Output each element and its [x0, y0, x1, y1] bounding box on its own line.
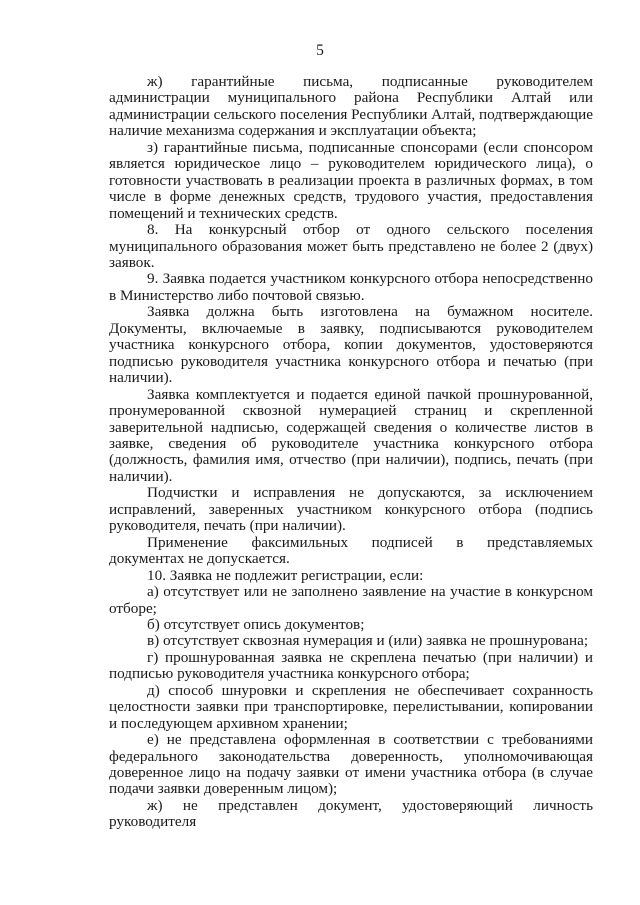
- paragraph-10-not-registered: 10. Заявка не подлежит регистрации, если:: [147, 566, 424, 584]
- list-item-b: б) отсутствует опись документов;: [147, 615, 365, 633]
- paragraph-9-submission: 9. Заявка подается участником конкурсного отбора непосредственно в Министерство либо почтовой связью.: [109, 270, 593, 304]
- paragraph-corrections: Подчистки и исправления не допускаются, за исключением исправлений, заверенных участником конкурсного отбора (подпись руководителя, печать (при наличии).: [109, 484, 593, 535]
- paragraph-zh-guarantee-admin: ж) гарантийные письма, подписанные руководителем администрации муниципального района Республики Алтай или администрации сельского поселения Республики Алтай, подтверждающие наличие механизма содержания и эксплуатации объекта;: [109, 73, 593, 140]
- list-item-g: г) прошнурованная заявка не скреплена печатью (при наличии) и подписью руководителя участника конкурсного отбора;: [109, 648, 593, 683]
- page-number: 5: [316, 42, 324, 59]
- paragraph-8-application-limit: 8. На конкурсный отбор от одного сельского поселения муниципального образования может быть представлено не более 2 (двух) заявок.: [109, 221, 593, 271]
- list-item-zh: ж) не представлен документ, удостоверяющий личность руководителя: [109, 796, 593, 831]
- list-item-a: а) отсутствует или не заполнено заявление на участие в конкурсном отборе;: [109, 583, 593, 617]
- paragraph-z-guarantee-sponsors: з) гарантийные письма, подписанные спонсорами (если спонсором является юридическое лицо – руководителем юридического лица), о готовности участвовать в реализации проекта в различных формах, в том числе в форме денежных средств, трудового участия, предоставления помещений и технических средств.: [109, 138, 593, 222]
- document-body: [109, 74, 593, 831]
- paragraph-paper-form: Заявка должна быть изготовлена на бумажном носителе. Документы, включаемые в заявку, подписываются руководителем участника конкурсного отбора, копии документов, удостоверяются подписью руководителя участника конкурсного отбора и печатью (при наличии).: [109, 303, 593, 387]
- list-item-e: е) не представлена оформленная в соответствии с требованиями федерального законодательства доверенность, уполномочивающая доверенное лицо на подачу заявки от имени участника отбора (в случае подачи заявки доверенным лицом);: [109, 731, 593, 798]
- paragraph-bundling: Заявка комплектуется и подается единой пачкой прошнурованной, пронумерованной сквозной нумерацией страниц и скрепленной заверительной надписью, содержащей сведения о количестве листов в заявке, сведения об руководителе участника конкурсного отбора (должность, фамилия имя, отчество (при наличии), подпись, печать (при наличии).: [109, 385, 593, 485]
- paragraph-facsimile: Применение факсимильных подписей в представляемых документах не допускается.: [109, 533, 593, 568]
- list-item-v: в) отсутствует сквозная нумерация и (или) заявка не прошнурована;: [147, 632, 589, 650]
- list-item-d: д) способ шнуровки и скрепления не обеспечивает сохранность целостности заявки при транспортировке, перелистывании, копировании и последующем архивном хранении;: [109, 681, 593, 732]
